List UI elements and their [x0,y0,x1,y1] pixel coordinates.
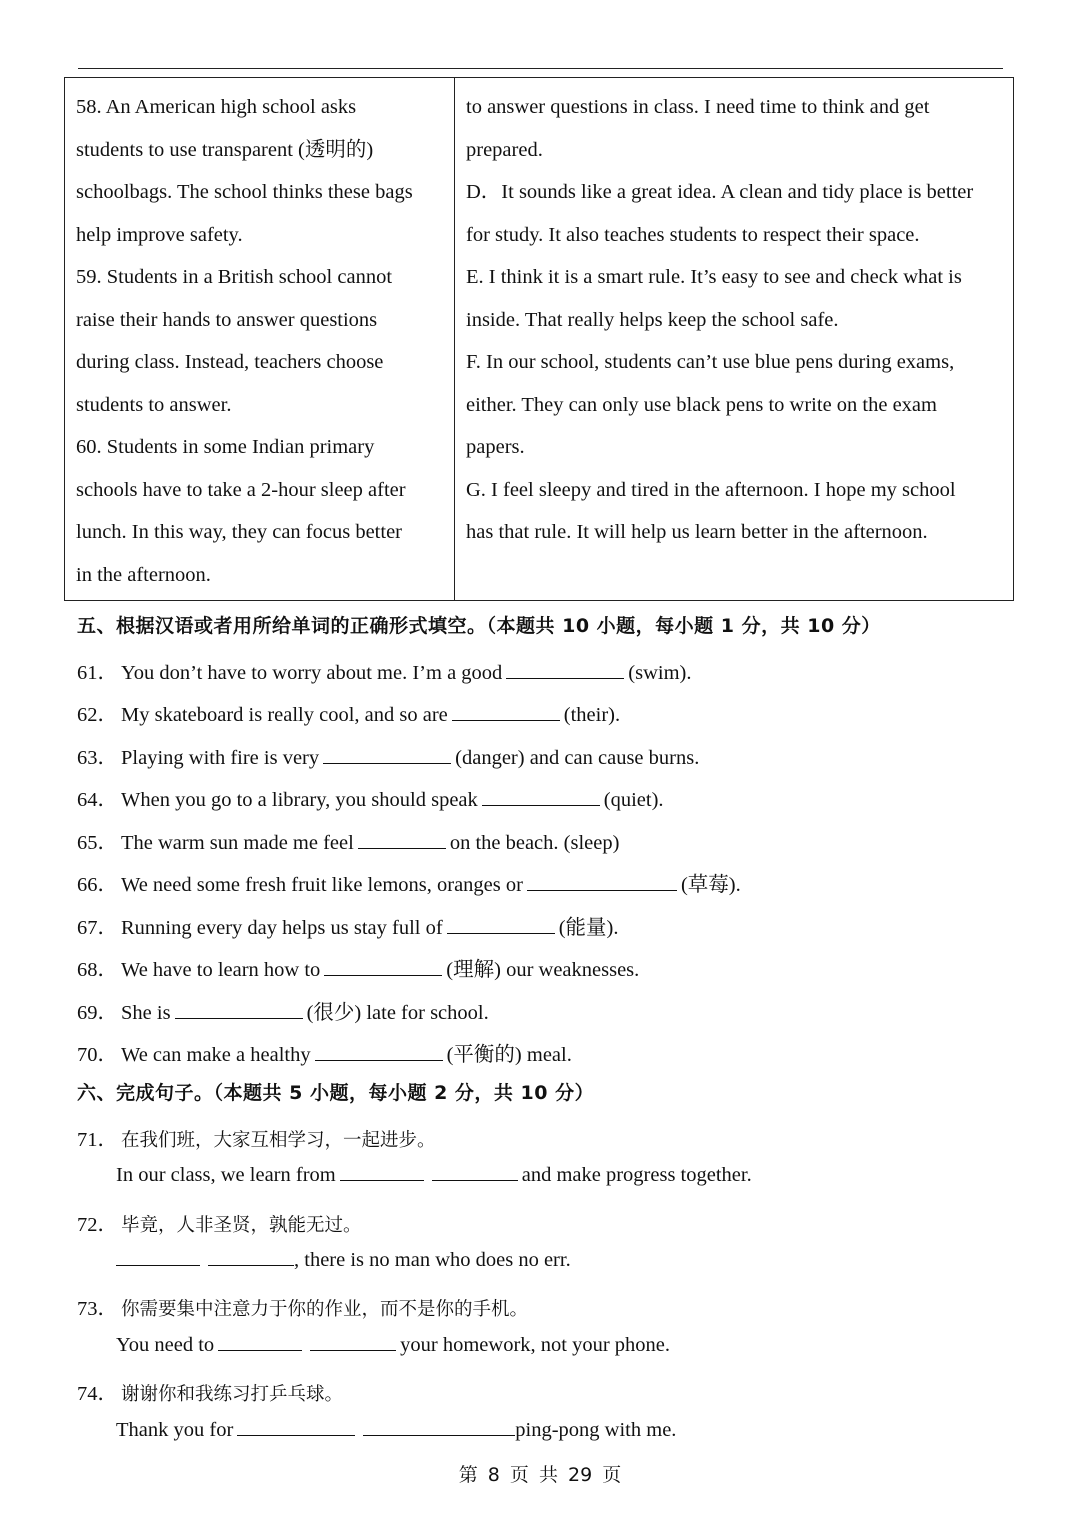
question-hint: (草莓). [680,874,741,896]
question-hint: (their). [563,704,621,726]
question-hint: (平衡的) meal. [446,1044,572,1066]
answer-blank[interactable] [452,704,560,721]
question-text: In our class, we learn from [116,1164,336,1186]
question-text-end: ping-pong with me. [515,1419,677,1441]
question-hint: (danger) and can cause burns. [455,747,700,769]
question-text: When you go to a library, you should speak [121,789,478,811]
chinese-prompt: 在我们班，大家互相学习，一起进步。 [121,1130,436,1151]
table-line: in the afternoon. [76,563,211,586]
question-text: Running every day helps us stay full of [121,917,443,939]
question-61 [77,655,692,685]
question-number: 64． [77,789,118,811]
question-hint: (swim). [628,662,692,684]
answer-blank[interactable] [340,1164,424,1181]
table-left-column [65,78,455,600]
section-5-heading: 五、根据汉语或者用所给单词的正确形式填空。（本题共 10 小题，每小题 1 分，共 10 分） [77,615,881,637]
table-line: lunch. In this way, they can focus better [76,521,402,543]
question-text: You don’t have to worry about me. I’m a good [121,662,503,684]
question-68 [77,952,639,982]
question-71-english [116,1164,752,1187]
question-64 [77,782,664,812]
question-number: 65． [77,832,118,854]
question-number: 74． [77,1383,118,1405]
question-number: 71． [77,1129,118,1151]
question-text: My skateboard is really cool, and so are [121,704,448,726]
question-hint: on the beach. (sleep) [449,832,620,854]
question-number: 70． [77,1044,118,1066]
question-70 [77,1037,572,1067]
question-63 [77,740,699,770]
page-footer: 第 8 页 共 29 页 [458,1464,622,1486]
chinese-prompt: 你需要集中注意力于你的作业，而不是你的手机。 [121,1299,529,1320]
question-number: 66． [77,874,118,896]
question-71 [77,1122,436,1152]
table-line: either. They can only use black pens to write on the exam [466,393,937,416]
section-6-heading: 六、完成句子。（本题共 5 小题，每小题 2 分，共 10 分） [77,1082,595,1104]
table-line: D．It sounds like a great idea. A clean and tidy place is better [466,181,974,203]
answer-blank[interactable] [218,1334,302,1351]
answer-blank[interactable] [237,1419,355,1436]
question-73-english [116,1334,670,1357]
table-line: 58. An American high school asks [76,96,357,118]
question-66 [77,867,741,897]
answer-blank[interactable] [315,1044,443,1061]
question-text: She is [121,1002,171,1024]
matching-table [64,77,1014,601]
answer-blank[interactable] [324,959,442,976]
table-line: E. I think it is a smart rule. It’s easy to see and check what is [466,266,962,288]
table-line: schoolbags. The school thinks these bags [76,181,413,203]
answer-blank[interactable] [482,789,600,806]
question-number: 63． [77,747,118,769]
question-65 [77,825,619,855]
table-line: G. I feel sleepy and tired in the afternoon. I hope my school [466,478,956,501]
question-number: 62． [77,704,118,726]
question-67 [77,910,618,940]
question-number: 61． [77,662,118,684]
table-line: during class. Instead, teachers choose [76,351,384,373]
answer-blank[interactable] [506,662,624,679]
table-line: for study. It also teaches students to respect their space. [466,223,920,246]
table-line: schools have to take a 2-hour sleep after [76,478,406,501]
question-text: You need to [116,1334,215,1356]
question-text-end: your homework, not your phone. [400,1334,671,1356]
question-number: 67． [77,917,118,939]
table-right-column [455,78,1013,600]
question-number: 68． [77,959,118,981]
question-hint: (quiet). [603,789,664,811]
answer-blank[interactable] [175,1002,303,1019]
answer-blank[interactable] [208,1249,294,1266]
question-72-english [116,1249,571,1272]
question-text: We have to learn how to [121,959,321,981]
answer-blank[interactable] [527,874,677,891]
question-text: We can make a healthy [121,1044,311,1066]
answer-blank[interactable] [323,747,451,764]
question-hint: (能量). [558,917,619,939]
top-rule [78,68,1003,69]
answer-blank[interactable] [447,917,555,934]
answer-blank[interactable] [358,832,446,849]
table-line: F. In our school, students can’t use blue pens during exams, [466,351,955,373]
table-line: 60. Students in some Indian primary [76,436,375,458]
answer-blank[interactable] [432,1164,518,1181]
question-73 [77,1291,528,1321]
question-text: We need some fresh fruit like lemons, oranges or [121,874,523,896]
table-line: raise their hands to answer questions [76,308,378,331]
answer-blank[interactable] [116,1249,200,1266]
question-text-end: and make progress together. [521,1164,752,1186]
question-text: Playing with fire is very [121,747,320,769]
question-hint: (理解) our weaknesses. [446,959,640,981]
table-line: students to use transparent (透明的) [76,138,374,161]
question-text: The warm sun made me feel [121,832,354,854]
question-text: Thank you for [116,1419,234,1441]
question-69 [77,995,489,1025]
table-line: to answer questions in class. I need time to think and get [466,96,930,118]
question-text-end: , there is no man who does no err. [294,1249,571,1271]
chinese-prompt: 毕竟，人非圣贤，孰能无过。 [121,1215,362,1236]
table-line: prepared. [466,138,543,161]
question-number: 73． [77,1298,118,1320]
question-62 [77,697,620,727]
table-line: has that rule. It will help us learn better in the afternoon. [466,521,928,543]
answer-blank[interactable] [310,1334,396,1351]
answer-blank[interactable] [363,1419,515,1436]
table-line: inside. That really helps keep the school safe. [466,308,839,331]
question-number: 72． [77,1214,118,1236]
chinese-prompt: 谢谢你和我练习打乒乓球。 [121,1384,344,1405]
question-72 [77,1207,362,1237]
question-74-english [116,1419,676,1442]
table-line: 59. Students in a British school cannot [76,266,393,288]
question-74 [77,1376,343,1406]
table-line: help improve safety. [76,223,243,246]
question-hint: (很少) late for school. [306,1002,489,1024]
table-line: papers. [466,436,525,458]
table-line: students to answer. [76,393,232,416]
question-number: 69． [77,1002,118,1024]
